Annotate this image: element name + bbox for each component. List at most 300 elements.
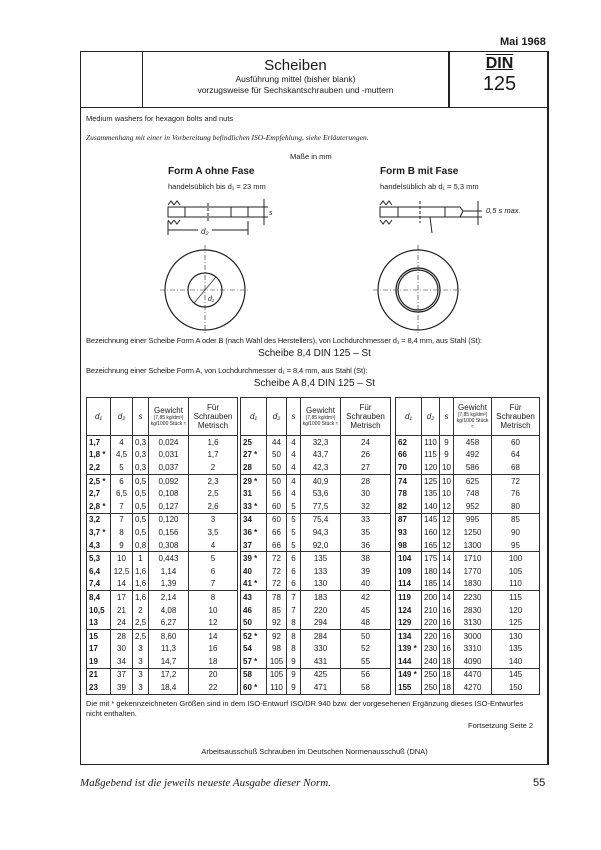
table-row <box>241 629 391 642</box>
cell-weight: 133 <box>301 565 341 578</box>
cell-s: 8 <box>287 643 301 656</box>
cell-d1: 3,2 <box>87 513 111 526</box>
cell-weight: 1250 <box>454 526 492 539</box>
cell-d2: 120 <box>422 461 440 474</box>
cell-bolt-size: 32 <box>341 500 391 513</box>
cell-d1: 27 * <box>241 449 267 462</box>
designation-text-2: Bezeichnung einer Scheibe Form A, von Lochdurchmesser d₁ = 8,4 mm, aus Stahl (St): <box>86 366 368 375</box>
cell-s: 9 <box>287 668 301 681</box>
table-row <box>87 565 238 578</box>
cell-d1: 98 <box>396 539 422 552</box>
cell-d2: 210 <box>422 604 440 617</box>
cell-s: 5 <box>287 513 301 526</box>
cell-d1: 5,3 <box>87 552 111 565</box>
cell-bolt-size: 30 <box>341 487 391 500</box>
cell-s: 3 <box>133 668 149 681</box>
cell-s: 10 <box>440 487 454 500</box>
cell-weight: 625 <box>454 474 492 487</box>
cell-weight: 40,9 <box>301 474 341 487</box>
cell-bolt-size: 42 <box>341 591 391 604</box>
cell-weight: 43,7 <box>301 449 341 462</box>
header-weight-text: Gewicht <box>154 406 183 415</box>
cell-bolt-size: 40 <box>341 578 391 591</box>
table-row <box>241 655 391 668</box>
cell-weight: 92,0 <box>301 539 341 552</box>
cell-d1: 1,7 <box>87 436 111 449</box>
cell-d2: 125 <box>422 474 440 487</box>
dimension-table-3 <box>395 397 540 695</box>
table-row <box>241 539 391 552</box>
header-d1-text: d₁ <box>95 412 102 421</box>
header-d1-text: d₁ <box>405 412 412 421</box>
cell-s: 8 <box>287 616 301 629</box>
cell-d1: 129 <box>396 616 422 629</box>
cell-s: 16 <box>440 616 454 629</box>
cell-bolt-size: 55 <box>341 655 391 668</box>
header-d2-text: d₂ <box>272 412 281 421</box>
cell-weight: 18,4 <box>149 681 189 694</box>
cell-bolt-size: 4 <box>189 539 238 552</box>
cell-bolt-size: 36 <box>341 539 391 552</box>
table-row <box>241 513 391 526</box>
header-d1-text: d₁ <box>250 412 257 421</box>
cell-d2: 92 <box>267 616 287 629</box>
din-number-cell <box>448 51 549 108</box>
cell-weight: 284 <box>301 629 341 642</box>
table-row <box>396 629 540 642</box>
table-row <box>87 629 238 642</box>
header-weight-text: Gewicht <box>306 406 335 415</box>
table-row <box>396 449 540 462</box>
cell-d1: 43 <box>241 591 267 604</box>
cell-bolt-size: 2,6 <box>189 500 238 513</box>
cell-d2: 230 <box>422 643 440 656</box>
cell-d1: 139 * <box>396 643 422 656</box>
cell-d1: 155 <box>396 681 422 694</box>
table-row <box>241 643 391 656</box>
cell-bolt-size: 8 <box>189 591 238 604</box>
cell-weight: 75,4 <box>301 513 341 526</box>
d1-label: d₁ <box>208 296 215 303</box>
header-bolt-size-text: Für Schrauben Metrisch <box>496 403 535 430</box>
cell-s: 0,5 <box>133 474 149 487</box>
table-row <box>87 552 238 565</box>
cell-d2: 12,5 <box>111 565 133 578</box>
cell-s: 0,3 <box>133 436 149 449</box>
cell-d2: 105 <box>267 655 287 668</box>
table-row <box>396 539 540 552</box>
cell-d1: 54 <box>241 643 267 656</box>
cell-weight: 330 <box>301 643 341 656</box>
cell-s: 4 <box>287 487 301 500</box>
table-row <box>87 681 238 694</box>
cell-weight: 1,14 <box>149 565 189 578</box>
header-s <box>440 398 454 436</box>
table-row <box>396 461 540 474</box>
cell-d1: 2,7 <box>87 487 111 500</box>
page-number: 55 <box>533 777 546 789</box>
cell-weight: 32,3 <box>301 436 341 449</box>
cell-d2: 6 <box>111 474 133 487</box>
cell-d2: 240 <box>422 655 440 668</box>
cell-weight: 1770 <box>454 565 492 578</box>
header-d2-text: d₂ <box>117 412 126 421</box>
dimension-table-2 <box>240 397 391 695</box>
units-note: Maße in mm <box>290 152 332 161</box>
cell-bolt-size: 2 <box>189 461 238 474</box>
cell-s: 1,6 <box>133 565 149 578</box>
table-row <box>396 681 540 694</box>
cell-bolt-size: 52 <box>341 643 391 656</box>
designation-example-2: Scheibe A 8,4 DIN 125 – St <box>253 378 376 389</box>
table-row <box>241 487 391 500</box>
cell-s: 12 <box>440 526 454 539</box>
cell-d2: 165 <box>422 539 440 552</box>
cell-weight: 94,3 <box>301 526 341 539</box>
cell-bolt-size: 80 <box>492 500 540 513</box>
chamfer-label: 0,5 s max. <box>486 206 521 215</box>
cell-d1: 29 * <box>241 474 267 487</box>
table-row <box>241 616 391 629</box>
cell-bolt-size: 33 <box>341 513 391 526</box>
cell-weight: 3000 <box>454 629 492 642</box>
cell-d2: 105 <box>267 668 287 681</box>
cell-weight: 3130 <box>454 616 492 629</box>
cell-s: 4 <box>287 461 301 474</box>
cell-s: 8 <box>287 629 301 642</box>
table-row <box>241 578 391 591</box>
cell-weight: 8,60 <box>149 629 189 642</box>
cell-bolt-size: 1,7 <box>189 449 238 462</box>
cell-bolt-size: 12 <box>189 616 238 629</box>
cell-weight: 492 <box>454 449 492 462</box>
cell-bolt-size: 39 <box>341 565 391 578</box>
page-title: Scheiben <box>264 57 327 74</box>
cell-d2: 50 <box>267 474 287 487</box>
cell-weight: 3310 <box>454 643 492 656</box>
table-row <box>241 461 391 474</box>
cell-d2: 175 <box>422 552 440 565</box>
table-header-row <box>87 398 238 436</box>
cell-weight: 11,3 <box>149 643 189 656</box>
cell-d1: 23 <box>87 681 111 694</box>
cell-s: 9 <box>440 449 454 462</box>
header-blank-cell <box>80 51 143 108</box>
cell-bolt-size: 16 <box>189 643 238 656</box>
cell-d1: 15 <box>87 629 111 642</box>
cell-d1: 6,4 <box>87 565 111 578</box>
cell-d1: 87 <box>396 513 422 526</box>
cell-d2: 4,5 <box>111 449 133 462</box>
cell-d1: 37 <box>241 539 267 552</box>
cell-bolt-size: 130 <box>492 629 540 642</box>
cell-s: 14 <box>440 591 454 604</box>
cell-d1: 119 <box>396 591 422 604</box>
cell-d2: 180 <box>422 565 440 578</box>
cell-weight: 1300 <box>454 539 492 552</box>
cell-d1: 21 <box>87 668 111 681</box>
cell-d2: 72 <box>267 578 287 591</box>
table-row <box>87 461 238 474</box>
cell-bolt-size: 38 <box>341 552 391 565</box>
cell-d1: 104 <box>396 552 422 565</box>
header-d1 <box>396 398 422 436</box>
cell-d2: 115 <box>422 449 440 462</box>
cell-d1: 70 <box>396 461 422 474</box>
cell-d2: 39 <box>111 681 133 694</box>
header-title-cell <box>143 51 448 108</box>
cell-s: 2,5 <box>133 616 149 629</box>
cell-bolt-size: 14 <box>189 629 238 642</box>
table-row <box>396 578 540 591</box>
cell-bolt-size: 3,5 <box>189 526 238 539</box>
cell-s: 16 <box>440 643 454 656</box>
header-d2 <box>422 398 440 436</box>
cell-weight: 748 <box>454 487 492 500</box>
cell-d1: 57 * <box>241 655 267 668</box>
cell-bolt-size: 45 <box>341 604 391 617</box>
table-row <box>241 500 391 513</box>
cell-s: 0,5 <box>133 487 149 500</box>
cell-bolt-size: 18 <box>189 655 238 668</box>
cell-d2: 72 <box>267 565 287 578</box>
cell-bolt-size: 68 <box>492 461 540 474</box>
header-weight-text: Gewicht <box>458 403 487 412</box>
cell-bolt-size: 135 <box>492 643 540 656</box>
cell-bolt-size: 76 <box>492 487 540 500</box>
cell-bolt-size: 3 <box>189 513 238 526</box>
table-row <box>396 604 540 617</box>
header-d1 <box>87 398 111 436</box>
cell-d1: 36 * <box>241 526 267 539</box>
header-weight <box>301 398 341 436</box>
table-row <box>87 436 238 449</box>
cell-d2: 220 <box>422 629 440 642</box>
cell-weight: 4090 <box>454 655 492 668</box>
cell-s: 4 <box>287 474 301 487</box>
header-bolt-size <box>492 398 540 436</box>
cell-d1: 33 * <box>241 500 267 513</box>
cell-d2: 30 <box>111 643 133 656</box>
cell-d2: 110 <box>422 436 440 449</box>
header-bolt-size-text: Für Schrauben Metrisch <box>193 403 233 430</box>
header-s-text: s <box>291 412 296 421</box>
cell-s: 18 <box>440 681 454 694</box>
cell-s: 0,5 <box>133 500 149 513</box>
cell-d1: 149 * <box>396 668 422 681</box>
table-header-row <box>241 398 391 436</box>
cell-weight: 0,108 <box>149 487 189 500</box>
cell-d2: 135 <box>422 487 440 500</box>
authority-note: Maßgebend ist die jeweils neueste Ausgabe dieser Norm. <box>80 777 331 789</box>
cell-weight: 6,27 <box>149 616 189 629</box>
cell-s: 7 <box>287 591 301 604</box>
cell-bolt-size: 115 <box>492 591 540 604</box>
table-row <box>87 616 238 629</box>
cell-weight: 53,6 <box>301 487 341 500</box>
cell-d1: 28 <box>241 461 267 474</box>
cell-d1: 66 <box>396 449 422 462</box>
cell-d1: 114 <box>396 578 422 591</box>
cell-d1: 4,3 <box>87 539 111 552</box>
cell-bolt-size: 110 <box>492 578 540 591</box>
cell-bolt-size: 100 <box>492 552 540 565</box>
cell-bolt-size: 50 <box>341 629 391 642</box>
washer-drawings <box>150 195 490 335</box>
cell-d1: 109 <box>396 565 422 578</box>
cell-d1: 60 * <box>241 681 267 694</box>
cell-bolt-size: 27 <box>341 461 391 474</box>
cell-weight: 0,127 <box>149 500 189 513</box>
cell-d1: 19 <box>87 655 111 668</box>
cell-bolt-size: 58 <box>341 681 391 694</box>
cell-s: 5 <box>287 539 301 552</box>
cell-d1: 124 <box>396 604 422 617</box>
cell-weight: 471 <box>301 681 341 694</box>
header-weight <box>149 398 189 436</box>
cell-s: 0,5 <box>133 526 149 539</box>
cell-weight: 4270 <box>454 681 492 694</box>
cell-weight: 425 <box>301 668 341 681</box>
cell-d2: 250 <box>422 681 440 694</box>
cell-bolt-size: 120 <box>492 604 540 617</box>
cell-bolt-size: 10 <box>189 604 238 617</box>
header-weight-sub: (7,85 kg/dm³) kg/1000 Stück ≈ <box>456 412 489 430</box>
cell-d2: 78 <box>267 591 287 604</box>
table-row <box>87 604 238 617</box>
cell-s: 1,6 <box>133 591 149 604</box>
cell-d2: 250 <box>422 668 440 681</box>
table-row <box>396 616 540 629</box>
header-bolt-size-text: Für Schrauben Metrisch <box>346 403 385 430</box>
cell-s: 3 <box>133 655 149 668</box>
form-b-title: Form B mit Fase <box>380 166 459 177</box>
cell-bolt-size: 2,5 <box>189 487 238 500</box>
cell-d1: 2,8 * <box>87 500 111 513</box>
table-row <box>241 449 391 462</box>
cell-weight: 130 <box>301 578 341 591</box>
cell-weight: 4,08 <box>149 604 189 617</box>
cell-bolt-size: 64 <box>492 449 540 462</box>
header-s <box>133 398 149 436</box>
cell-d2: 66 <box>267 526 287 539</box>
form-b-side-view <box>380 201 482 233</box>
cell-d1: 2,2 <box>87 461 111 474</box>
cell-s: 9 <box>287 681 301 694</box>
cell-s: 9 <box>287 655 301 668</box>
header-bolt-size <box>189 398 238 436</box>
cell-s: 18 <box>440 655 454 668</box>
cell-s: 9 <box>440 436 454 449</box>
cell-s: 4 <box>287 436 301 449</box>
cell-bolt-size: 48 <box>341 616 391 629</box>
cell-bolt-size: 7 <box>189 578 238 591</box>
table-row <box>87 487 238 500</box>
cell-d2: 60 <box>267 513 287 526</box>
din-number: 125 <box>482 73 517 95</box>
table-row <box>87 526 238 539</box>
cell-bolt-size: 20 <box>189 668 238 681</box>
header-s-text: s <box>444 412 449 421</box>
cell-s: 5 <box>287 526 301 539</box>
form-b-washer-top-view <box>373 245 463 335</box>
cell-d2: 160 <box>422 526 440 539</box>
form-a-title: Form A ohne Fase <box>168 166 255 177</box>
cell-d1: 1,8 * <box>87 449 111 462</box>
cell-d2: 60 <box>267 500 287 513</box>
cell-d2: 28 <box>111 629 133 642</box>
cell-s: 2 <box>133 604 149 617</box>
cell-s: 12 <box>440 513 454 526</box>
cell-weight: 431 <box>301 655 341 668</box>
table-row <box>87 539 238 552</box>
table-row <box>396 487 540 500</box>
table-header-row <box>396 398 540 436</box>
cell-bolt-size: 1,6 <box>189 436 238 449</box>
cell-d1: 7,4 <box>87 578 111 591</box>
table-row <box>396 591 540 604</box>
cell-weight: 183 <box>301 591 341 604</box>
cell-d1: 39 * <box>241 552 267 565</box>
header-d2 <box>111 398 133 436</box>
dimension-table-1 <box>86 397 238 695</box>
form-a-side-view <box>168 199 268 235</box>
header-d2-text: d₂ <box>426 412 435 421</box>
cell-d1: 74 <box>396 474 422 487</box>
table-row <box>241 526 391 539</box>
cell-d2: 8 <box>111 526 133 539</box>
cell-d2: 200 <box>422 591 440 604</box>
cell-d2: 66 <box>267 539 287 552</box>
cell-d1: 13 <box>87 616 111 629</box>
english-title: Medium washers for hexagon bolts and nuts <box>86 114 234 123</box>
d2-label: d₂ <box>201 227 209 236</box>
header-s <box>287 398 301 436</box>
cell-s: 18 <box>440 668 454 681</box>
cell-bolt-size: 26 <box>341 449 391 462</box>
table-row <box>396 668 540 681</box>
table-row <box>396 552 540 565</box>
cell-bolt-size: 56 <box>341 668 391 681</box>
cell-weight: 458 <box>454 436 492 449</box>
cell-s: 0,8 <box>133 539 149 552</box>
header-bolt-size <box>341 398 391 436</box>
form-a-washer-top-view <box>160 245 250 335</box>
cell-s: 12 <box>440 500 454 513</box>
cell-s: 14 <box>440 578 454 591</box>
cell-s: 0,3 <box>133 461 149 474</box>
cell-d2: 98 <box>267 643 287 656</box>
cell-weight: 0,308 <box>149 539 189 552</box>
cell-d2: 24 <box>111 616 133 629</box>
din-label: DIN <box>485 55 514 72</box>
cell-bolt-size: 145 <box>492 668 540 681</box>
cell-d1: 93 <box>396 526 422 539</box>
designation-example-1: Scheibe 8,4 DIN 125 – St <box>258 348 371 359</box>
table-row <box>396 500 540 513</box>
cell-d1: 3,7 * <box>87 526 111 539</box>
cell-weight: 4470 <box>454 668 492 681</box>
cell-s: 7 <box>287 604 301 617</box>
cell-s: 1 <box>133 552 149 565</box>
cell-s: 10 <box>440 474 454 487</box>
cell-weight: 77,5 <box>301 500 341 513</box>
cell-s: 6 <box>287 578 301 591</box>
cell-s: 0,3 <box>133 449 149 462</box>
cell-weight: 0,156 <box>149 526 189 539</box>
table-row <box>241 552 391 565</box>
cell-s: 2,5 <box>133 629 149 642</box>
